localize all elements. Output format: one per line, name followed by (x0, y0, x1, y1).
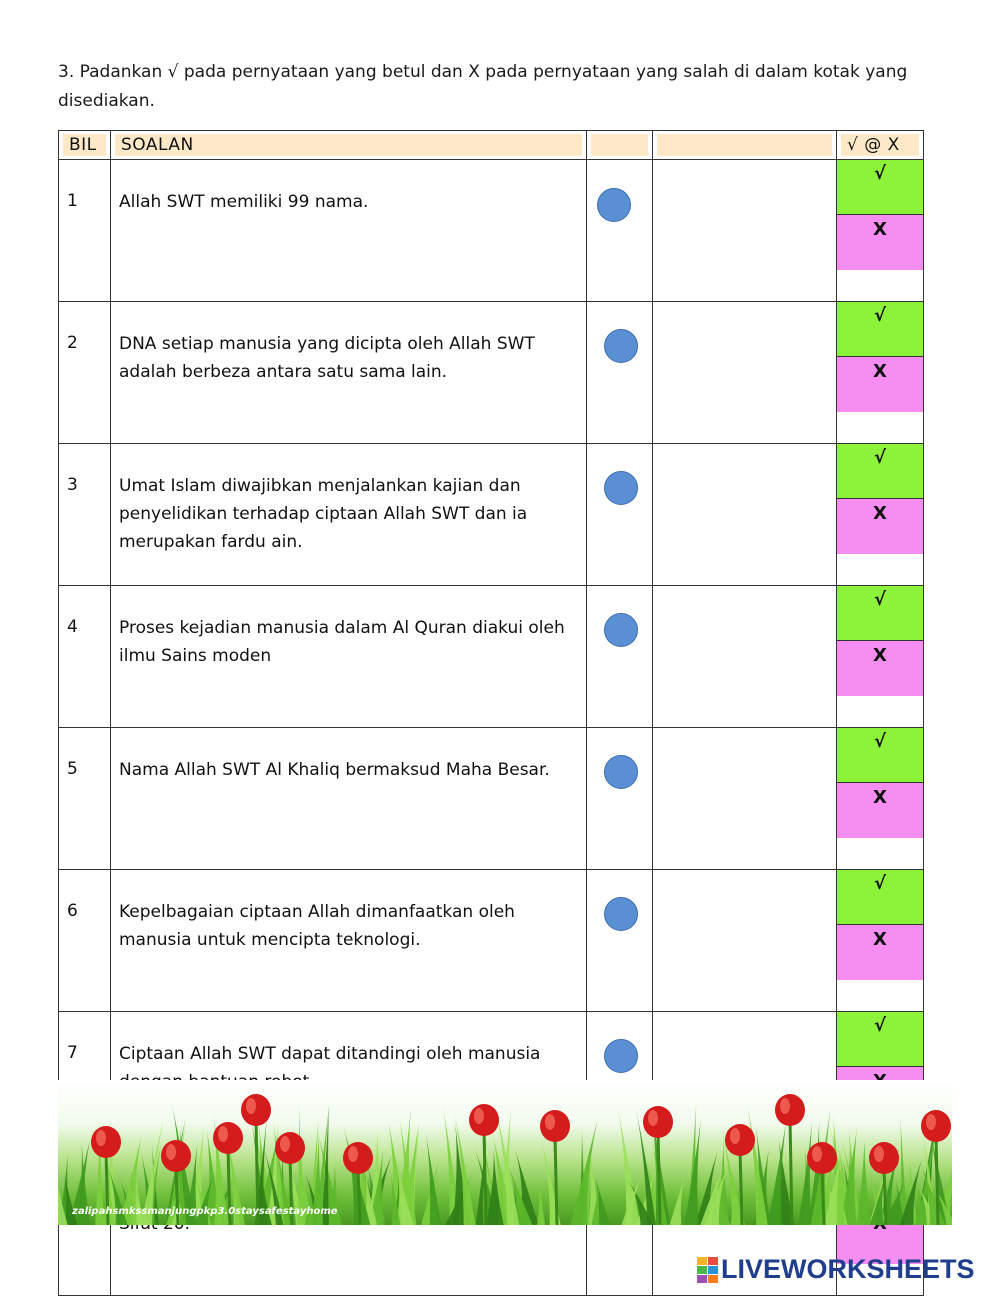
true-false-cell (837, 586, 924, 728)
table-row (59, 728, 924, 870)
match-dot-cell (587, 586, 653, 728)
header-answer: √ @ X (841, 134, 919, 156)
table-row (59, 160, 924, 302)
row-number: 1 (59, 160, 111, 302)
header-soalan: SOALAN (115, 134, 582, 156)
brand-name: LIVEWORKSHEETS (721, 1254, 975, 1284)
false-option[interactable]: X (837, 357, 923, 412)
match-dot-cell (587, 160, 653, 302)
header-soalan-cell (111, 131, 587, 160)
true-false-cell (837, 870, 924, 1012)
question-text: DNA setiap manusia yang dicipta oleh Allah SWT adalah berbeza antara satu sama lain. (111, 302, 587, 444)
table-row (59, 870, 924, 1012)
header-answer-cell (837, 131, 924, 160)
match-dot-cell (587, 728, 653, 870)
match-dot[interactable] (604, 471, 638, 505)
banner-credit: zalipahsmkssmanjungpkp3.0staysafestayhome (72, 1206, 338, 1217)
true-false-cell (837, 302, 924, 444)
true-option[interactable]: √ (837, 160, 923, 215)
false-option[interactable]: X (837, 215, 923, 270)
true-option[interactable]: √ (837, 586, 923, 641)
true-false-cell (837, 160, 924, 302)
false-option[interactable]: X (837, 499, 923, 554)
row-number: 7 (59, 1012, 111, 1154)
question-text: Proses kejadian manusia dalam Al Quran diakui oleh ilmu Sains moden (111, 586, 587, 728)
match-target-cell[interactable] (653, 870, 837, 1012)
question-text: Kepelbagaian ciptaan Allah dimanfaatkan oleh manusia untuk mencipta teknologi. (111, 870, 587, 1012)
match-dot[interactable] (604, 329, 638, 363)
row-number: 5 (59, 728, 111, 870)
match-dot-cell (587, 444, 653, 586)
true-option[interactable]: √ (837, 302, 923, 357)
match-dot-cell (587, 302, 653, 444)
question-text: Umat Islam diwajibkan menjalankan kajian dan penyelidikan terhadap ciptaan Allah SWT dan ia merupakan fardu ain. (111, 444, 587, 586)
false-option[interactable]: X (837, 641, 923, 696)
table-row (59, 444, 924, 586)
row-number: 4 (59, 586, 111, 728)
liveworksheets-logo (697, 1254, 975, 1285)
true-false-cell (837, 444, 924, 586)
true-option[interactable]: √ (837, 870, 923, 925)
header-blank-2 (653, 131, 837, 160)
table-row (59, 586, 924, 728)
table-header-row (59, 131, 924, 160)
match-dot[interactable] (604, 613, 638, 647)
row-number: 6 (59, 870, 111, 1012)
match-dot[interactable] (597, 188, 631, 222)
header-blank-1 (587, 131, 653, 160)
match-dot[interactable] (604, 755, 638, 789)
tulip-grass-banner (58, 1080, 952, 1225)
logo-mark-icon (697, 1257, 718, 1283)
true-option[interactable]: √ (837, 444, 923, 499)
question-text: Allah SWT memiliki 99 nama. (111, 160, 587, 302)
match-dot-cell (587, 870, 653, 1012)
true-option[interactable]: √ (837, 728, 923, 783)
true-false-cell (837, 728, 924, 870)
false-option[interactable]: X (837, 783, 923, 838)
match-dot[interactable] (604, 897, 638, 931)
question-text: Ciptaan Allah SWT dapat ditandingi oleh manusia (111, 1012, 587, 1154)
row-number: 3 (59, 444, 111, 586)
instruction-text: 3. Padankan √ pada pernyataan yang betul dan X pada pernyataan yang salah di dalam kotak yang disediakan. (58, 62, 908, 111)
true-option[interactable]: √ (837, 1012, 923, 1067)
match-target-cell[interactable] (653, 728, 837, 870)
match-target-cell[interactable] (653, 302, 837, 444)
header-bil: BIL (63, 134, 106, 156)
question-text: Nama Allah SWT Al Khaliq bermaksud Maha Besar. (111, 728, 587, 870)
grass-tulips-image (58, 1080, 952, 1225)
row-number: 2 (59, 302, 111, 444)
match-target-cell[interactable] (653, 444, 837, 586)
false-option[interactable]: X (837, 925, 923, 980)
match-dot[interactable] (604, 1039, 638, 1073)
match-target-cell[interactable] (653, 160, 837, 302)
header-bil-cell (59, 131, 111, 160)
table-row (59, 302, 924, 444)
match-target-cell[interactable] (653, 586, 837, 728)
